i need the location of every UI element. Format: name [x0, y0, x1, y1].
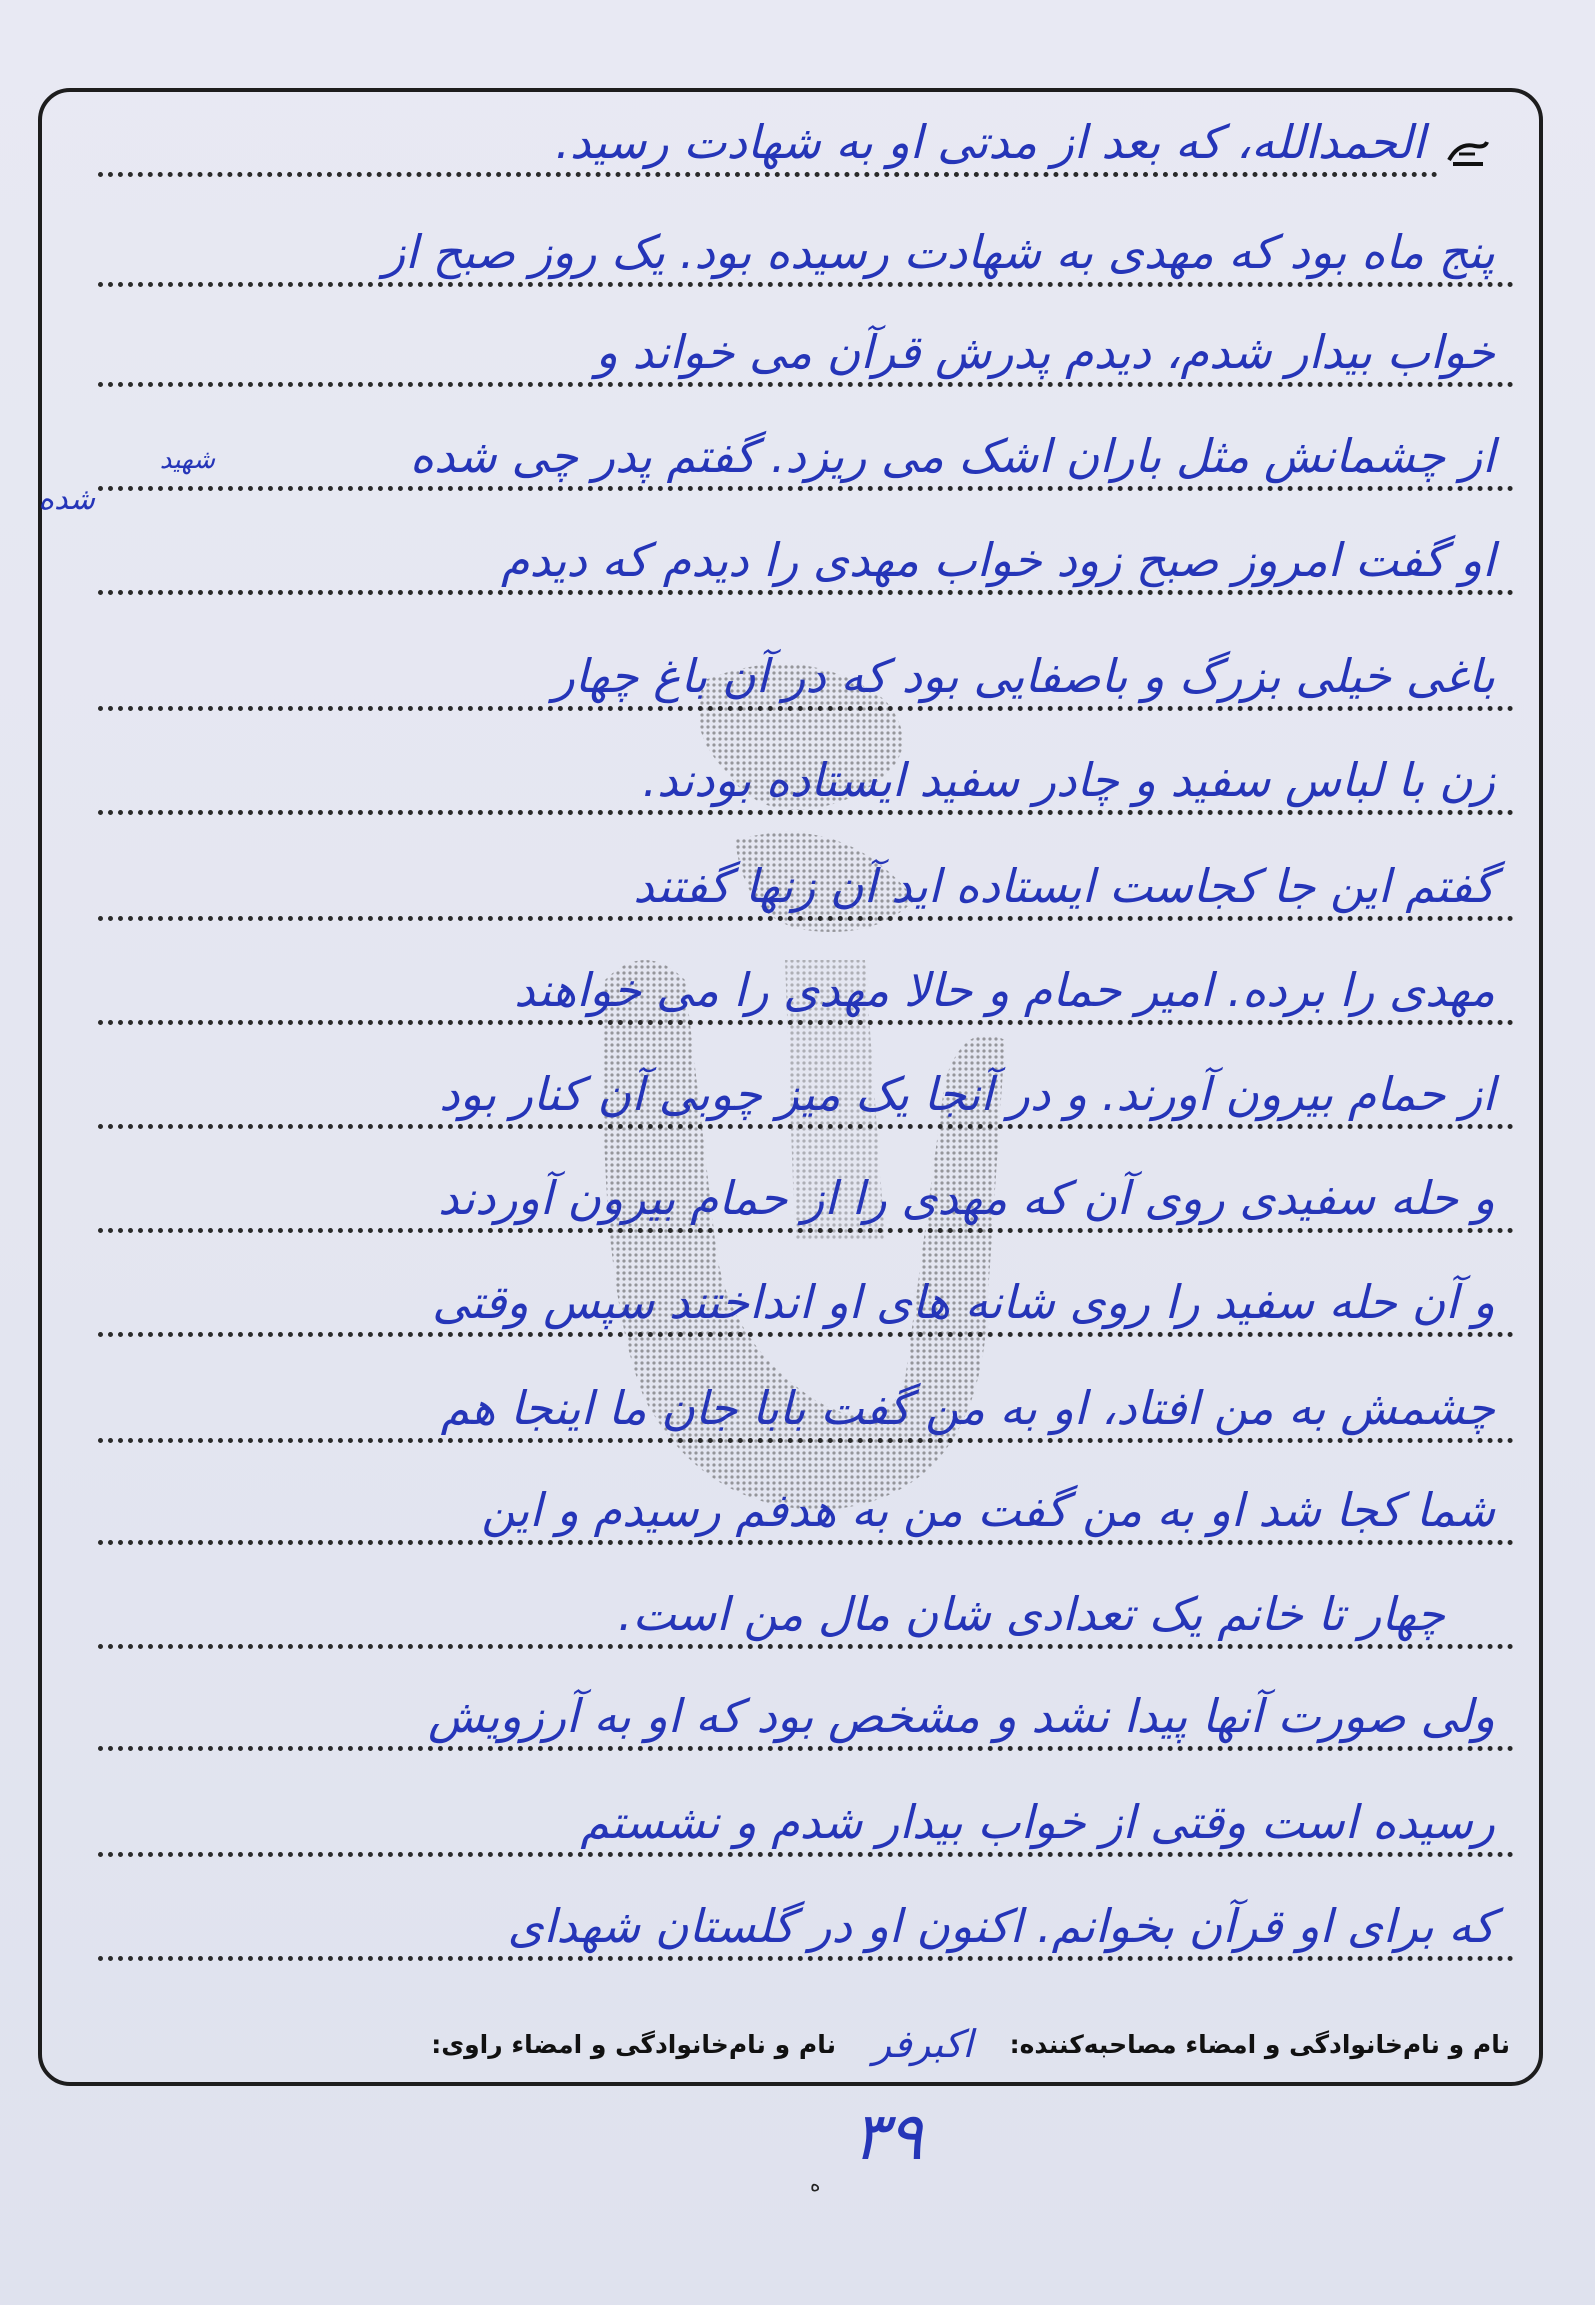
handwritten-line: مهدی را برده. امیر حمام و حالا مهدی را می خواهند	[514, 963, 1495, 1017]
writing-line	[98, 1644, 1514, 1649]
writing-line	[98, 1540, 1514, 1545]
handwritten-line: الحمدالله، که بعد از مدتی او به شهادت رسید.	[555, 115, 1425, 169]
handwritten-line: و حله سفیدی روی آن که مهدی را از حمام بیرون آوردند	[438, 1171, 1495, 1225]
handwritten-line: چهار تا خانم یک تعدادی شان مال من است.	[617, 1587, 1445, 1641]
margin-note: شهید	[159, 445, 215, 475]
handwritten-line: از حمام بیرون آورند. و در آنجا یک میز چوبی آن کنار بود	[439, 1067, 1495, 1121]
writing-line	[98, 382, 1514, 387]
handwritten-line: ولی صورت آنها پیدا نشد و مشخص بود که او به آرزویش	[427, 1689, 1495, 1743]
narrator-label: نام و نام‌خانوادگی و امضاء راوی:	[431, 2029, 836, 2059]
page-mark: ه	[810, 2172, 821, 2196]
writing-line	[98, 810, 1514, 815]
writing-line	[98, 1332, 1514, 1337]
handwritten-line: پنج ماه بود که مهدی به شهادت رسیده بود. یک روز صبح از	[382, 225, 1495, 279]
margin-note: شده	[38, 482, 95, 517]
writing-line	[98, 1020, 1514, 1025]
writing-line	[98, 590, 1514, 595]
handwritten-line: که برای او قرآن بخوانم. اکنون او در گلستان شهدای	[507, 1899, 1495, 1953]
interviewer-label: نام و نام‌خانوادگی و امضاء مصاحبه‌کننده:	[1009, 2029, 1510, 2059]
handwritten-line: چشمش به من افتاد، او به من گفت بابا جان ما اینجا هم	[440, 1381, 1495, 1435]
writing-line	[98, 1228, 1514, 1233]
writing-line	[98, 1746, 1514, 1751]
handwritten-line: خواب بیدار شدم، دیدم پدرش قرآن می خواند و	[595, 325, 1495, 379]
handwritten-line: زن با لباس سفید و چادر سفید ایستاده بودند.	[642, 753, 1495, 807]
handwritten-line: از چشمانش مثل باران اشک می ریزد. گفتم پدر چی شده	[409, 429, 1495, 483]
writing-line	[98, 1124, 1514, 1129]
handwritten-line: گفتم این جا کجاست ایستاده اید آن زنها گفتند	[633, 859, 1495, 913]
writing-line	[98, 1438, 1514, 1443]
page-number: ۳۹	[852, 2098, 923, 2175]
pen-icon	[1445, 136, 1491, 170]
writing-line	[98, 1852, 1514, 1857]
handwritten-line: شما کجا شد او به من گفت من به هدفم رسیدم و این	[481, 1483, 1495, 1537]
interviewer-signature: اکبرفر	[872, 2022, 973, 2066]
writing-line	[98, 706, 1514, 711]
handwritten-line: باغی خیلی بزرگ و باصفایی بود که در آن باغ چهار	[552, 649, 1495, 703]
writing-line	[98, 1956, 1514, 1961]
signature-footer	[320, 2022, 1510, 2072]
writing-line	[98, 916, 1514, 921]
writing-line	[98, 486, 1514, 491]
handwritten-line: او گفت امروز صبح زود خواب مهدی را دیدم که دیدم	[501, 533, 1495, 587]
handwritten-line: رسیده است وقتی از خواب بیدار شدم و نشستم	[580, 1795, 1495, 1849]
writing-line	[98, 282, 1514, 287]
handwritten-line: و آن حله سفید را روی شانه های او انداختند سپس وقتی	[432, 1275, 1495, 1329]
writing-line	[98, 172, 1438, 177]
